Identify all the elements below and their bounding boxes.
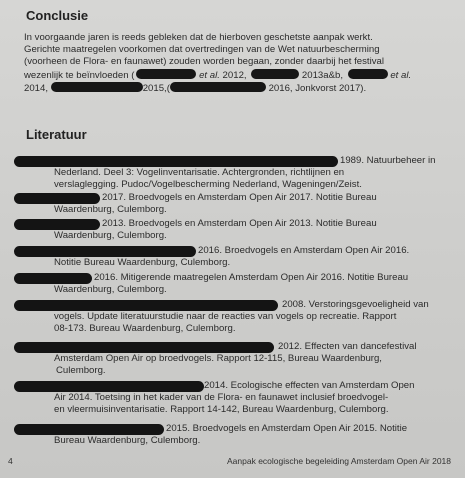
reference-line: 2016. Mitigerende maatregelen Amsterdam Open Air 2016. Notitie Bureau [94,272,409,283]
conclusion-heading: Conclusie [26,8,89,23]
reference-5 [54,272,450,296]
redaction-bar [136,69,196,79]
reference-line: 2013. Broedvogels en Amsterdam Open Air 2013. Notitie Bureau [102,218,377,229]
redaction-bar [251,69,299,79]
page-number: 4 [8,456,13,466]
reference-line: Amsterdam Open Air op broedvogels. Rapport 12-115, Bureau Waardenburg, [54,353,382,365]
et-al-text: et al. [390,69,412,81]
reference-9 [54,423,450,447]
reference-line: 2012. Effecten van dancefestival [278,341,417,352]
reference-line: Bureau Waardenburg, Culemborg. [54,435,201,447]
conclusion-line-3: (voorheen de Flora- en faunawet) zouden worden begaan, zonder daarbij het festival [24,56,384,68]
reference-3 [54,218,450,242]
reference-6 [54,299,450,336]
literature-heading: Literatuur [26,127,87,142]
reference-line: en vleermuisinventarisatie. Rapport 14-142, Bureau Waardenburg, Culemborg. [54,404,389,416]
conclusion-line-2: Gerichte maatregelen voorkomen dat overtredingen van de Wet natuurbescherming [24,44,380,56]
redaction-bar [348,69,388,79]
reference-line: 2017. Broedvogels en Amsterdam Open Air 2017. Notitie Bureau [102,192,377,203]
reference-7 [54,341,450,378]
year-text: 2013a&b, [299,69,343,81]
reference-line: Notitie Bureau Waardenburg, Culemborg. [54,257,231,269]
redaction-bar [51,82,143,92]
conclusion-line-4 [24,69,448,82]
reference-line: vogels. Update literatuurstudie naar de reacties van vogels op recreatie. Rapport [54,311,397,323]
reference-line: Culemborg. [56,365,106,377]
year-text: 2015,( [142,82,170,94]
conclusion-line-1: In voorgaande jaren is reeds gebleken dat de hierboven geschetste aanpak werkt. [24,32,373,43]
reference-line: Nederland. Deel 3: Vogelinventarisatie. Achtergronden, richtlijnen en [54,167,345,179]
reference-8 [54,380,450,417]
year-text: 2014, [24,82,49,94]
reference-line: Air 2014. Toetsing in het kader van de Flora- en faunawet inclusief broedvogel- [54,392,389,404]
reference-line: 2016. Broedvogels en Amsterdam Open Air 2016. [198,245,410,256]
reference-line: 2015. Broedvogels en Amsterdam Open Air 2015. Notitie [166,423,408,434]
reference-line: Waardenburg, Culemborg. [54,230,167,242]
reference-line: verslaglegging. Pudoc/Vogelbescherming Nederland, Wageningen/Zeist. [54,179,362,191]
reference-line: 2008. Verstoringsgevoeligheid van [282,299,429,310]
reference-line: 2014. Ecologische effecten van Amsterdam Open [204,380,415,391]
redaction-bar [170,82,266,92]
reference-4 [54,245,450,269]
conclusion-line-5 [24,82,448,95]
reference-1 [54,155,450,192]
reference-line: Waardenburg, Culemborg. [54,284,167,296]
conclusion-paragraph [24,32,448,95]
year-text: 2016, Jonkvorst 2017). [268,82,367,94]
year-text: 2012, [219,69,247,81]
et-al-text: et al. [199,69,220,81]
reference-line: Waardenburg, Culemborg. [54,204,167,216]
reference-line: 1989. Natuurbeheer in [340,155,436,166]
reference-line: 08-173. Bureau Waardenburg, Culemborg. [54,323,236,335]
reference-2 [54,192,450,216]
conclusion-line-4-text: wezenlijk te beïnvloeden ( [24,69,135,81]
footer-title: Aanpak ecologische begeleiding Amsterdam Open Air 2018 [227,456,451,466]
